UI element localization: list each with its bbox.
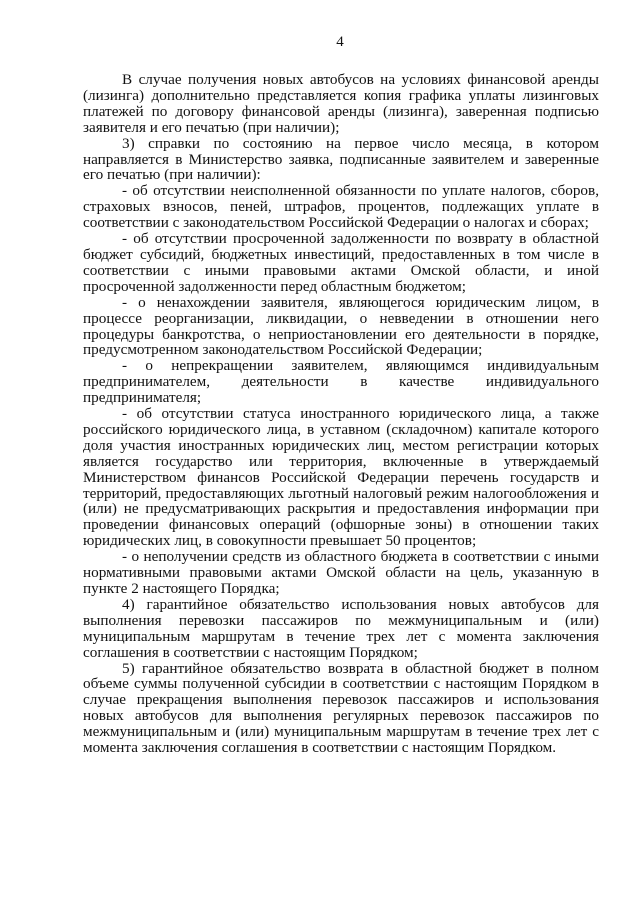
paragraph-item-3-certificates: 3) справки по состоянию на первое число месяца, в котором направляется в Министерство заявка, подписанные заявителем и заверенные его печатью (при наличии): [83, 134, 599, 184]
paragraph-no-other-funds: - о неполучении средств из областного бюджета в соответствии с иными нормативными правовыми актами Омской области на цель, указанную в пункте 2 настоящего Порядка; [83, 548, 599, 597]
paragraph-entrepreneur-activity: - о непрекращении заявителем, являющимся индивидуальным предпринимателем, деятельности в качестве индивидуального предпринимателя; [83, 357, 599, 407]
page-number: 4 [336, 34, 344, 50]
paragraph-item-4-obligation: 4) гарантийное обязательство использования новых автобусов для выполнения перевозки пассажиров по межмуниципальным и (или) муниципальным маршрутам в течение трех лет с момента заключения соглашения в соответствии с настоящим Порядком; [83, 595, 599, 661]
paragraph-no-overdue-debt: - об отсутствии просроченной задолженности по возврату в областной бюджет субсидий, бюджетных инвестиций, предоставленных в том числе в соответствии с иными правовыми актами Омской области, и иной просроченной задолженности перед областным бюджетом; [83, 230, 599, 295]
paragraph-no-foreign-status: - об отсутствии статуса иностранного юридического лица, а также российского юридического лица, в уставном (складочном) капитале которого доля участия иностранных юридических лиц, местом регистрации которых является государство или территория, включенные в утверждаемый Министерством финансов Российской Федерации перечень государств и территорий, предоставляющих льготный налоговый режим налогообложения и (или) не предусматривающих раскрытия и предоставления информации при проведении финансовых операций (офшорные зоны) в отношении таких юридических лиц, в совокупности превышает 50 процентов; [83, 405, 599, 550]
paragraph-no-reorganization: - о ненахождении заявителя, являющегося юридическим лицом, в процессе реорганизации, ликвидации, о невведении в отношении него процедуры банкротства, о неприостановлении его деятельности в порядке, предусмотренном законодательством Российской Федерации; [83, 293, 599, 359]
paragraph-leasing-copy: В случае получения новых автобусов на условиях финансовой аренды (лизинга) дополнительно представляется копия графика уплаты лизинговых платежей по договору финансовой аренды (лизинга), заверенная подписью заявителя и его печатью (при наличии); [83, 71, 599, 136]
paragraph-item-5-obligation: 5) гарантийное обязательство возврата в областной бюджет в полном объеме суммы полученной субсидии в соответствии с настоящим Порядком в случае прекращения выполнения перевозок пассажиров и использования новых автобусов для выполнения регулярных перевозок пассажиров по межмуниципальным и (или) муниципальным маршрутам в течение трех лет с момента заключения соглашения в соответствии с настоящим Порядком. [83, 659, 599, 757]
paragraph-no-tax-debt: - об отсутствии неисполненной обязанности по уплате налогов, сборов, страховых взносов, пеней, штрафов, процентов, подлежащих уплате в соответствии с законодательством Российской Федерации о налогах и сборах; [83, 182, 599, 232]
document-body [83, 72, 599, 756]
